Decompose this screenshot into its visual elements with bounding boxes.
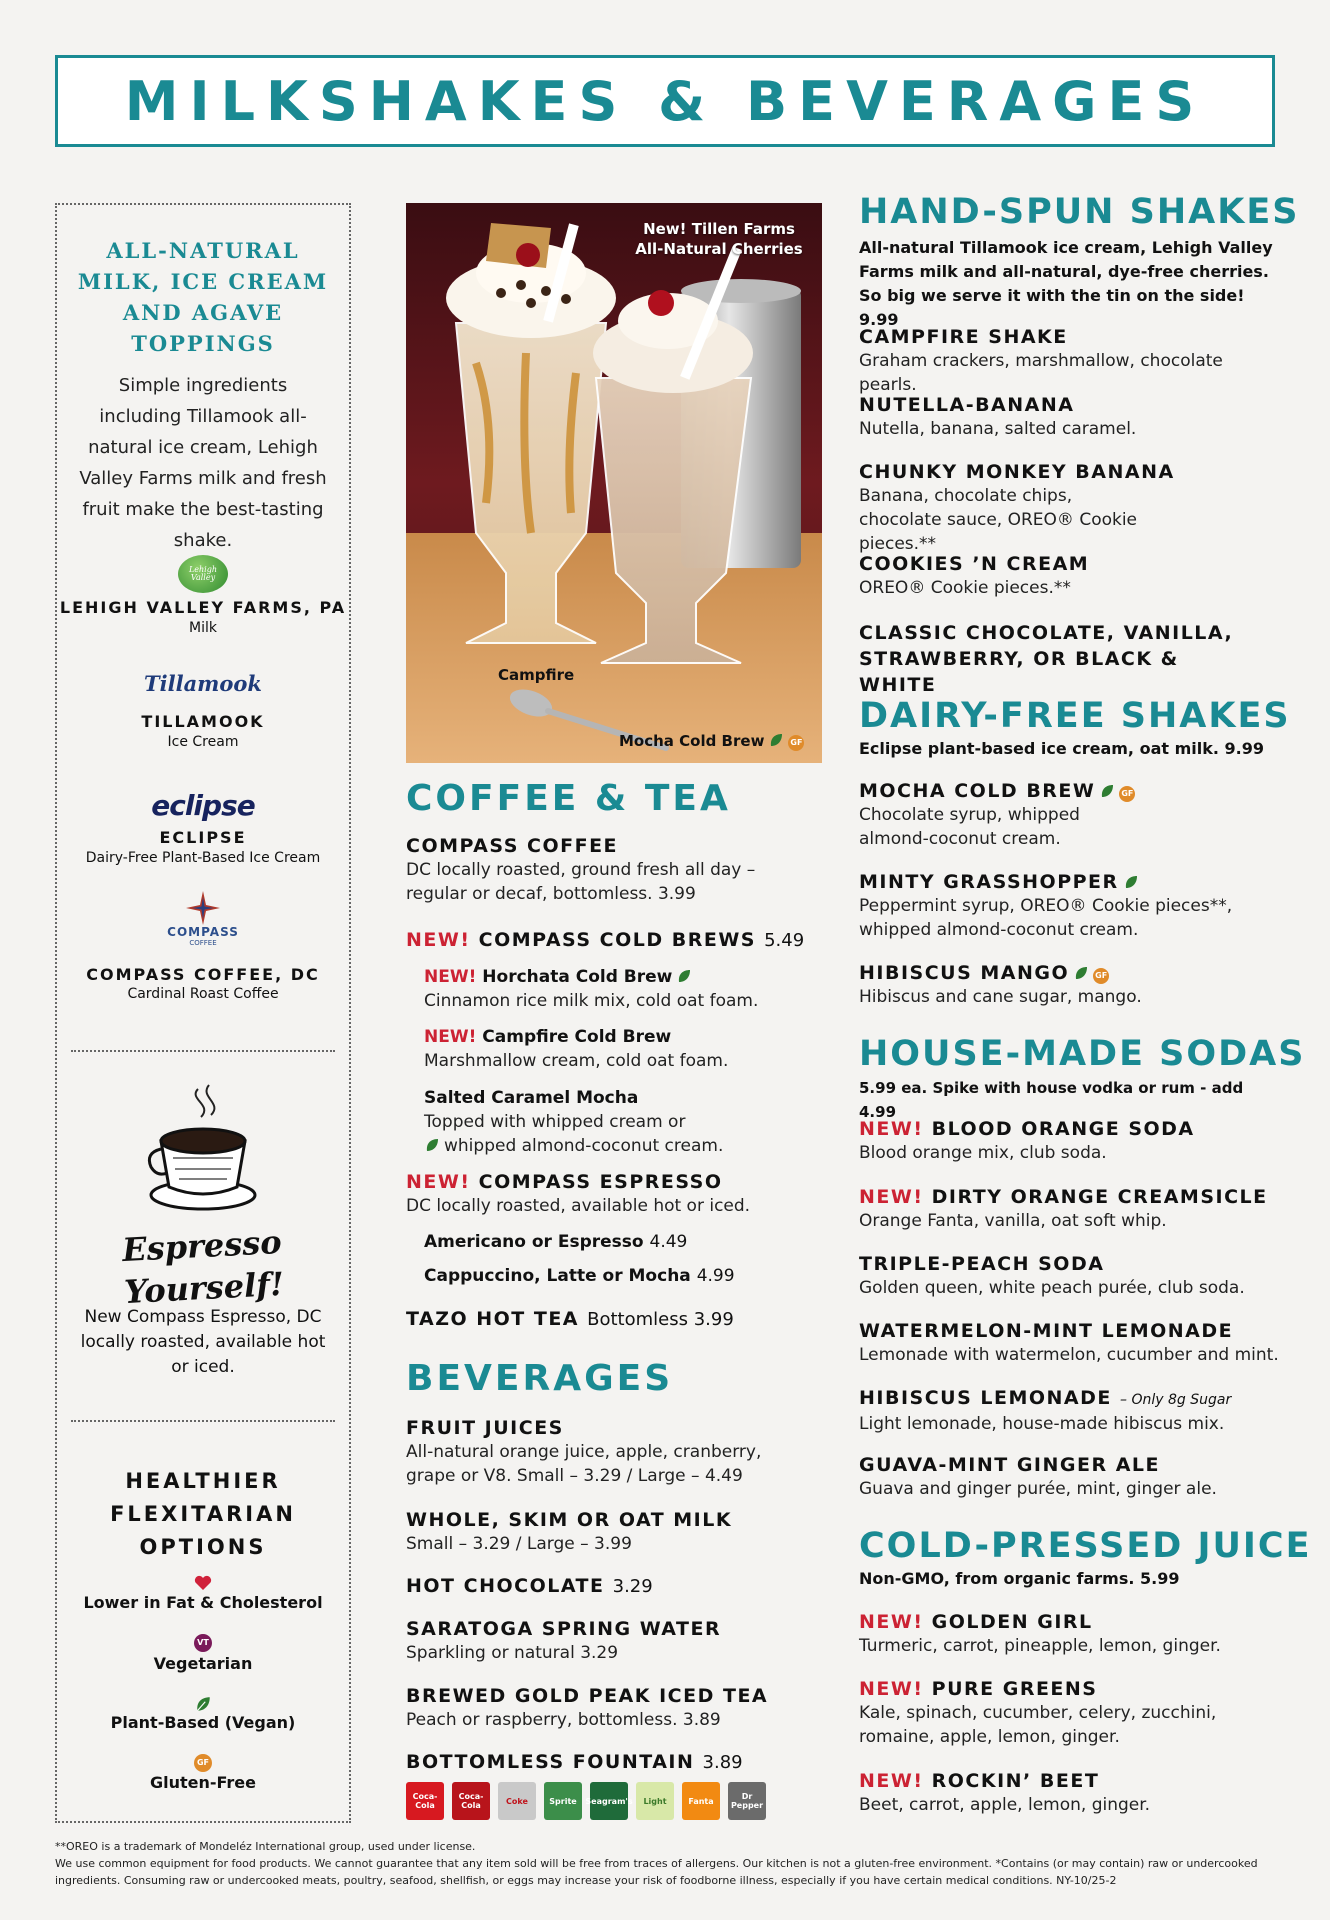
item-name: TAZO HOT TEA: [406, 1308, 580, 1330]
new-tag: NEW!: [859, 1186, 924, 1208]
coffee-cup-icon: [57, 1083, 349, 1213]
fountain-logos: [406, 1782, 766, 1820]
item-name: DIRTY ORANGE CREAMSICLE: [931, 1186, 1268, 1208]
item-price: Bottomless 3.99: [587, 1309, 734, 1330]
item-desc: Sparkling or natural 3.29: [406, 1643, 619, 1663]
footer-trademark: **OREO is a trademark of Mondeléz International group, used under license.: [55, 1840, 476, 1853]
menu-item-golden-girl: [859, 1610, 1279, 1658]
menu-item-chunky-monkey: [859, 460, 1279, 556]
menu-item-fountain: [406, 1750, 816, 1775]
healthier-title-line: FLEXITARIAN: [110, 1502, 296, 1526]
diet-coke-logo: Coke: [498, 1782, 536, 1820]
sidebar-heading-line: ALL-NATURAL: [106, 238, 300, 263]
leaf-icon: [424, 1137, 440, 1153]
sprite-logo: Sprite: [544, 1782, 582, 1820]
menu-item-pure-greens: [859, 1677, 1279, 1749]
espresso-title-line: Yourself!: [123, 1264, 285, 1312]
brand-sub: Cardinal Roast Coffee: [127, 986, 279, 1002]
item-desc: Chocolate syrup, whipped almond-coconut cream.: [859, 805, 1080, 849]
divider: [71, 1050, 335, 1052]
item-name: MOCHA COLD BREW: [859, 780, 1096, 802]
compass-star-icon: [186, 891, 220, 925]
brand-sub: Ice Cream: [167, 734, 239, 750]
new-tag: NEW!: [424, 1027, 477, 1047]
healthier-options-title: [57, 1465, 349, 1564]
hand-spun-lead: All-natural Tillamook ice cream, Lehigh Valley Farms milk and all-natural, dye-free cherries. So big we serve it with the tin on the side! 9.99: [859, 238, 1273, 329]
item-desc: Beet, carrot, apple, lemon, ginger.: [859, 1795, 1151, 1815]
item-name: COMPASS ESPRESSO: [478, 1171, 723, 1193]
menu-item-compass-espresso: [406, 1170, 816, 1218]
espresso-yourself-title: [55, 1217, 351, 1316]
coffee-tea-title: COFFEE & TEA: [406, 778, 731, 819]
menu-item-cookies-n-cream: [859, 552, 1279, 600]
menu-item-cold-brews: [406, 928, 816, 953]
item-desc: Lemonade with watermelon, cucumber and mint.: [859, 1345, 1279, 1365]
espresso-title-line: Espresso: [121, 1222, 283, 1270]
sodas-lead: 5.99 ea. Spike with house vodka or rum - add 4.99: [859, 1079, 1244, 1121]
espresso-description: New Compass Espresso, DC locally roasted, available hot or iced.: [80, 1307, 326, 1377]
item-name: Salted Caramel Mocha: [424, 1088, 639, 1108]
menu-item-compass-coffee: [406, 834, 816, 906]
legend-label: Lower in Fat & Cholesterol: [83, 1593, 323, 1612]
item-desc: Turmeric, carrot, pineapple, lemon, ginger.: [859, 1636, 1221, 1656]
item-desc: Graham crackers, marshmallow, chocolate pearls.: [859, 351, 1223, 395]
leaf-icon: [676, 968, 692, 984]
item-price: 3.29: [612, 1576, 653, 1597]
item-desc: Peppermint syrup, OREO® Cookie pieces**, whipped almond-coconut cream.: [859, 896, 1233, 940]
item-name: TRIPLE-PEACH SODA: [859, 1253, 1105, 1275]
menu-item-minty-grasshopper: [859, 870, 1279, 942]
item-name: WATERMELON-MINT LEMONADE: [859, 1320, 1234, 1342]
sidebar-heading-line: TOPPINGS: [131, 331, 275, 356]
dr-pepper-logo: Dr Pepper: [728, 1782, 766, 1820]
gf-icon: [57, 1754, 349, 1772]
item-name: GOLDEN GIRL: [931, 1611, 1093, 1633]
lehigh-logo-text: Lehigh Valley: [178, 555, 228, 593]
lehigh-valley-logo: [57, 555, 349, 593]
menu-item-rockin-beet: [859, 1769, 1279, 1817]
menu-item-saratoga: [406, 1617, 816, 1665]
sidebar-heading-line: MILK, ICE CREAM: [77, 269, 329, 294]
legend-label: Vegetarian: [153, 1654, 253, 1673]
leaf-icon: [57, 1695, 349, 1713]
brand-name: TILLAMOOK: [141, 712, 265, 731]
new-tag: NEW!: [859, 1611, 924, 1633]
healthier-title-line: HEALTHIER: [125, 1469, 281, 1493]
fanta-logo: Fanta: [682, 1782, 720, 1820]
item-name: CLASSIC CHOCOLATE, VANILLA, STRAWBERRY, OR BLACK & WHITE: [859, 622, 1234, 696]
menu-item-triple-peach-soda: [859, 1252, 1279, 1300]
item-price: 4.99: [696, 1266, 735, 1286]
new-tag: NEW!: [859, 1770, 924, 1792]
legend-label: Plant-Based (Vegan): [110, 1713, 296, 1732]
item-price: 4.49: [649, 1232, 688, 1252]
item-desc: Nutella, banana, salted caramel.: [859, 419, 1137, 439]
item-desc: Cinnamon rice milk mix, cold oat foam.: [424, 991, 759, 1011]
item-desc: Topped with whipped cream or: [424, 1112, 686, 1132]
campfire-label: Campfire: [498, 666, 575, 684]
new-tag: NEW!: [424, 967, 477, 987]
menu-item-classic-shakes: [859, 620, 1279, 698]
tillamook-logo: [57, 671, 349, 696]
item-desc: Golden queen, white peach purée, club soda.: [859, 1278, 1245, 1298]
item-desc: Kale, spinach, cucumber, celery, zucchini, romaine, apple, lemon, ginger.: [859, 1703, 1217, 1747]
menu-item-dirty-orange-creamsicle: [859, 1185, 1279, 1233]
gf-icon: GF: [1119, 786, 1135, 802]
item-desc: Small – 3.29 / Large – 3.99: [406, 1534, 632, 1554]
milkshake-illustration: [406, 203, 822, 763]
item-name: Americano or Espresso: [424, 1232, 644, 1252]
gf-icon: GF: [788, 735, 804, 751]
menu-item-iced-tea: [406, 1684, 816, 1732]
gf-icon: GF: [1093, 968, 1109, 984]
menu-item-americano: [424, 1230, 834, 1254]
menu-item-nutella-banana: [859, 393, 1279, 441]
cherries-label: [624, 219, 814, 259]
compass-logo-sub: COFFEE: [189, 939, 217, 947]
cherries-label-line: All-Natural Cherries: [635, 240, 803, 258]
coca-cola-zero-logo: Coca-Cola: [452, 1782, 490, 1820]
item-name: NUTELLA-BANANA: [859, 394, 1075, 416]
item-name: COOKIES ’N CREAM: [859, 553, 1090, 575]
beverages-title-text: BEVERAGES: [406, 1358, 674, 1399]
new-tag: NEW!: [859, 1678, 924, 1700]
sidebar: [55, 203, 351, 1823]
vt-icon: [57, 1634, 349, 1652]
new-tag: NEW!: [406, 1171, 471, 1193]
leaf-icon: [1099, 783, 1115, 799]
item-name: FRUIT JUICES: [406, 1417, 564, 1439]
item-name: HIBISCUS LEMONADE: [859, 1387, 1112, 1409]
item-desc: Guava and ginger purée, mint, ginger ale.: [859, 1479, 1217, 1499]
menu-item-blood-orange-soda: [859, 1117, 1279, 1165]
item-desc: Marshmallow cream, cold oat foam.: [424, 1051, 729, 1071]
menu-item-salted-caramel-mocha: [424, 1086, 834, 1158]
cherries-label-line: New! Tillen Farms: [643, 220, 795, 238]
item-name: SARATOGA SPRING WATER: [406, 1618, 722, 1640]
leaf-icon: [1073, 965, 1089, 981]
menu-item-guava-mint-ginger-ale: [859, 1453, 1279, 1501]
compass-coffee-logo: [57, 891, 349, 947]
brand-sub: Dairy-Free Plant-Based Ice Cream: [85, 850, 321, 866]
item-desc: DC locally roasted, ground fresh all day – regular or decaf, bottomless. 3.99: [406, 860, 756, 904]
item-name: CAMPFIRE SHAKE: [859, 326, 1068, 348]
item-name: BLOOD ORANGE SODA: [931, 1118, 1195, 1140]
eclipse-logo-text: eclipse: [151, 789, 255, 822]
sidebar-heading-line: AND AGAVE: [122, 300, 284, 325]
beverages-title: [406, 1358, 673, 1399]
item-desc: Blood orange mix, club soda.: [859, 1143, 1107, 1163]
seagrams-logo: Seagram's: [590, 1782, 628, 1820]
eclipse-logo: [57, 789, 349, 822]
menu-item-cappuccino: [424, 1264, 834, 1288]
vt-icon-text: VT: [194, 1634, 212, 1652]
item-name: CHUNKY MONKEY BANANA: [859, 461, 1175, 483]
menu-item-campfire-cold-brew: [424, 1025, 834, 1073]
item-name: COMPASS COLD BREWS: [478, 929, 756, 951]
sidebar-heading: [57, 235, 349, 359]
item-name: GUAVA-MINT GINGER ALE: [859, 1454, 1160, 1476]
menu-item-milk: [406, 1508, 816, 1556]
gf-icon-text: GF: [194, 1754, 212, 1772]
menu-item-horchata-cold-brew: [424, 965, 834, 1013]
menu-item-hibiscus-mango: [859, 961, 1279, 1009]
item-name: HIBISCUS MANGO: [859, 962, 1070, 984]
page-title: MILKSHAKES & BEVERAGES: [124, 69, 1206, 133]
item-desc: Orange Fanta, vanilla, oat soft whip.: [859, 1211, 1167, 1231]
item-name: MINTY GRASSHOPPER: [859, 871, 1119, 893]
mocha-cold-brew-label: [619, 731, 804, 751]
item-price: 3.89: [702, 1752, 743, 1773]
new-tag: NEW!: [406, 929, 471, 951]
mocha-label-text: Mocha Cold Brew: [619, 732, 765, 750]
compass-logo-text: COMPASS: [167, 925, 239, 939]
healthier-title-line: OPTIONS: [139, 1535, 267, 1559]
dairy-free-lead: Eclipse plant-based ice cream, oat milk. 9.99: [859, 739, 1264, 758]
coca-cola-logo: Coca-Cola: [406, 1782, 444, 1820]
footer-allergen-notice: We use common equipment for food products. We cannot guarantee that any item sold will be free from traces of allergens. Our kitchen is not a gluten-free environment. *Contains (or may contain) raw or undercooked ingredients. Consuming raw or undercooked meats, poultry, seafood, shellfish, or eggs may increase your risk of foodborne illness, especially if you have certain medical conditions. NY-10/25-2: [55, 1857, 1258, 1887]
menu-item-tazo-hot-tea: [406, 1307, 816, 1332]
item-name: BREWED GOLD PEAK ICED TEA: [406, 1685, 769, 1707]
brand-name: LEHIGH VALLEY FARMS, PA: [59, 598, 347, 617]
item-desc: All-natural orange juice, apple, cranberry, grape or V8. Small – 3.29 / Large – 4.49: [406, 1442, 762, 1486]
item-desc: Hibiscus and cane sugar, mango.: [859, 987, 1142, 1007]
leaf-icon: [1123, 874, 1139, 890]
footer-disclaimer: [55, 1838, 1275, 1889]
menu-item-mocha-cold-brew-shake: [859, 779, 1279, 851]
cold-pressed-lead: Non-GMO, from organic farms. 5.99: [859, 1569, 1180, 1588]
cold-pressed-title: COLD-PRESSED JUICE: [859, 1526, 1312, 1566]
sodas-title: HOUSE-MADE SODAS: [859, 1034, 1306, 1074]
hand-spun-title: HAND-SPUN SHAKES: [859, 192, 1300, 232]
item-desc: Banana, chocolate chips, chocolate sauce, OREO® Cookie pieces.**: [859, 486, 1138, 554]
menu-item-fruit-juices: [406, 1416, 816, 1488]
item-name: HOT CHOCOLATE: [406, 1575, 605, 1597]
item-desc: Peach or raspberry, bottomless. 3.89: [406, 1710, 721, 1730]
leaf-icon: [768, 732, 784, 748]
item-note: – Only 8g Sugar: [1120, 1392, 1232, 1408]
menu-item-hot-chocolate: [406, 1574, 816, 1599]
milkshake-photo: [406, 203, 822, 763]
brand-name: ECLIPSE: [159, 828, 247, 847]
title-banner: [55, 55, 1275, 147]
light-lemonade-logo: Light: [636, 1782, 674, 1820]
menu-item-campfire-shake: [859, 325, 1279, 397]
item-name: Campfire Cold Brew: [482, 1027, 672, 1047]
item-desc: Light lemonade, house-made hibiscus mix.: [859, 1414, 1225, 1434]
item-desc: OREO® Cookie pieces.**: [859, 578, 1071, 598]
item-desc: DC locally roasted, available hot or iced.: [406, 1196, 751, 1216]
item-name: COMPASS COFFEE: [406, 835, 619, 857]
item-price: 5.49: [764, 930, 805, 951]
dairy-free-title: DAIRY-FREE SHAKES: [859, 696, 1291, 736]
brand-sub: Milk: [189, 620, 217, 636]
item-desc: whipped almond-coconut cream.: [444, 1136, 724, 1156]
item-name: ROCKIN’ BEET: [931, 1770, 1100, 1792]
divider: [71, 1420, 335, 1422]
menu-item-hibiscus-lemonade: [859, 1386, 1279, 1436]
item-name: BOTTOMLESS FOUNTAIN: [406, 1751, 695, 1773]
legend-label: Gluten-Free: [149, 1773, 257, 1792]
tillamook-logo-text: Tillamook: [144, 671, 262, 696]
item-name: PURE GREENS: [931, 1678, 1098, 1700]
sidebar-intro: Simple ingredients including Tillamook all-natural ice cream, Lehigh Valley Farms milk and fresh fruit make the best-tasting shake.: [79, 375, 327, 551]
heart-icon: [57, 1575, 349, 1591]
item-name: Horchata Cold Brew: [482, 967, 673, 987]
menu-item-watermelon-mint-lemonade: [859, 1319, 1279, 1367]
brand-name: COMPASS COFFEE, DC: [86, 965, 320, 984]
item-name: Cappuccino, Latte or Mocha: [424, 1266, 691, 1286]
new-tag: NEW!: [859, 1118, 924, 1140]
item-name: WHOLE, SKIM OR OAT MILK: [406, 1509, 733, 1531]
